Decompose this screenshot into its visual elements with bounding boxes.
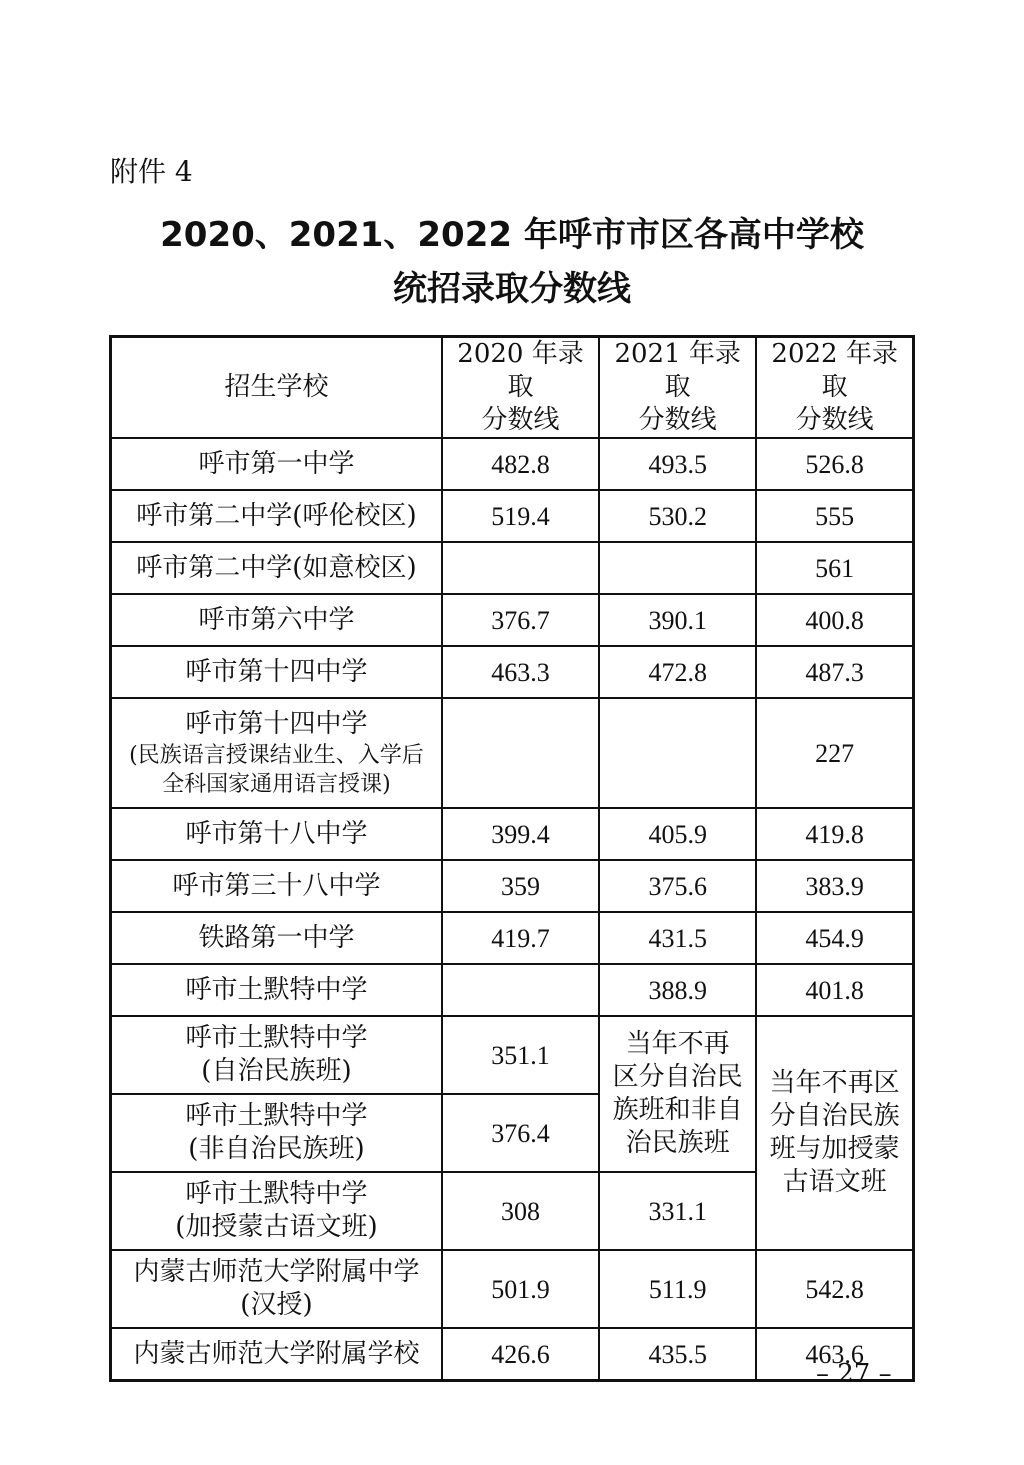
table-row: [111, 698, 914, 808]
header-2021: 2021 年录取 分数线: [599, 337, 756, 439]
header-school: 招生学校: [111, 337, 442, 439]
score-2021: [599, 542, 756, 594]
score-2020: 351.1: [442, 1016, 599, 1094]
score-2021: 388.9: [599, 964, 756, 1016]
score-2020: 359: [442, 860, 599, 912]
score-2022: 542.8: [756, 1250, 913, 1328]
score-2022: 400.8: [756, 594, 913, 646]
header-2020: 2020 年录取 分数线: [442, 337, 599, 439]
score-2020: 463.3: [442, 646, 599, 698]
page-subtitle: 统招录取分数线: [393, 269, 631, 309]
score-2020: 519.4: [442, 490, 599, 542]
score-2021: 511.9: [599, 1250, 756, 1328]
score-2021: 435.5: [599, 1328, 756, 1381]
score-2022: 454.9: [756, 912, 913, 964]
table-row: [111, 542, 914, 594]
score-2022: 401.8: [756, 964, 913, 1016]
score-2021: 331.1: [599, 1172, 756, 1250]
table-header-row: [111, 337, 914, 439]
school-name: 呼市第二中学(呼伦校区): [111, 490, 442, 542]
score-2022: 561: [756, 542, 913, 594]
score-2020: 426.6: [442, 1328, 599, 1381]
score-2021: 405.9: [599, 808, 756, 860]
table-row: [111, 490, 914, 542]
score-2022: 526.8: [756, 438, 913, 490]
table-row: [111, 860, 914, 912]
school-name: 呼市土默特中学 (非自治民族班): [111, 1094, 442, 1172]
school-name: 铁路第一中学: [111, 912, 442, 964]
score-2022: 383.9: [756, 860, 913, 912]
school-name: 呼市第十八中学: [111, 808, 442, 860]
school-name: 内蒙古师范大学附属学校: [111, 1328, 442, 1381]
table-row: [111, 1250, 914, 1328]
table-row: [111, 912, 914, 964]
score-2022: 487.3: [756, 646, 913, 698]
score-2021: 493.5: [599, 438, 756, 490]
school-name: 呼市第二中学(如意校区): [111, 542, 442, 594]
page-title: 2020、2021、2022 年呼市市区各高中学校: [160, 215, 864, 255]
score-2021: 530.2: [599, 490, 756, 542]
merged-note-2021: 当年不再 区分自治民 族班和非自 治民族班: [599, 1016, 756, 1172]
school-name: 呼市第十四中学 (民族语言授课结业生、入学后 全科国家通用语言授课): [111, 698, 442, 808]
score-2020: 482.8: [442, 438, 599, 490]
school-name: 呼市第一中学: [111, 438, 442, 490]
school-name: 内蒙古师范大学附属中学 (汉授): [111, 1250, 442, 1328]
score-2021: 472.8: [599, 646, 756, 698]
score-2020: 399.4: [442, 808, 599, 860]
admission-score-table: [109, 335, 915, 1382]
attachment-label: 附件 4: [110, 155, 193, 188]
table-row: [111, 1328, 914, 1381]
table-row: [111, 1016, 914, 1094]
table-row: [111, 646, 914, 698]
score-2020: [442, 542, 599, 594]
score-2020: 501.9: [442, 1250, 599, 1328]
table-row: [111, 808, 914, 860]
school-name: 呼市第十四中学: [111, 646, 442, 698]
score-2021: [599, 698, 756, 808]
score-2022: 463.6: [756, 1328, 913, 1381]
school-name: 呼市第六中学: [111, 594, 442, 646]
score-2020: 376.7: [442, 594, 599, 646]
table-row: [111, 594, 914, 646]
score-2020: 376.4: [442, 1094, 599, 1172]
school-name: 呼市第三十八中学: [111, 860, 442, 912]
score-2021: 390.1: [599, 594, 756, 646]
table-row: [111, 964, 914, 1016]
score-2020: 308: [442, 1172, 599, 1250]
score-2022: 227: [756, 698, 913, 808]
page-number: – 27 –: [816, 1359, 892, 1389]
score-2021: 375.6: [599, 860, 756, 912]
school-name: 呼市土默特中学 (自治民族班): [111, 1016, 442, 1094]
header-2022: 2022 年录取 分数线: [756, 337, 913, 439]
score-2020: 419.7: [442, 912, 599, 964]
score-2022: 555: [756, 490, 913, 542]
score-2021: 431.5: [599, 912, 756, 964]
merged-note-2022: 当年不再区 分自治民族 班与加授蒙 古语文班: [756, 1016, 913, 1250]
score-2020: [442, 698, 599, 808]
school-name: 呼市土默特中学: [111, 964, 442, 1016]
score-2022: 419.8: [756, 808, 913, 860]
school-name: 呼市土默特中学 (加授蒙古语文班): [111, 1172, 442, 1250]
score-2020: [442, 964, 599, 1016]
table-row: [111, 438, 914, 490]
